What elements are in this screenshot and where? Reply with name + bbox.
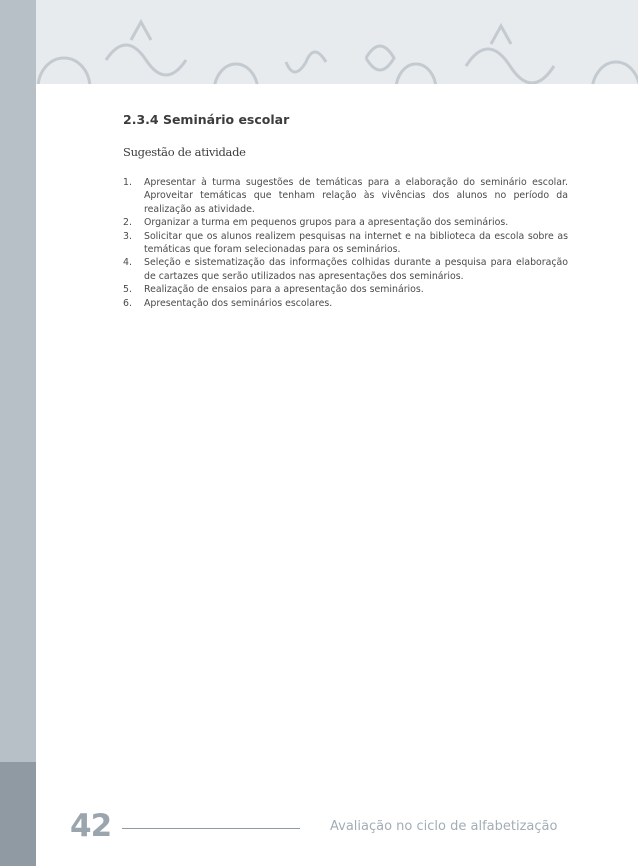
header-decorative-band <box>36 0 638 84</box>
step-text: Solicitar que os alunos realizem pesquisas na internet e na biblioteca da escola sobre as temáticas que foram selecionadas para os seminários. <box>144 230 568 256</box>
step-text: Seleção e sistematização das informações colhidas durante a pesquisa para elaboração de cartazes que serão utilizados nas apresentações dos seminários. <box>144 257 568 282</box>
step-number: 5. <box>123 284 132 296</box>
step-text: Apresentação dos seminários escolares. <box>144 297 333 309</box>
list-item <box>123 256 568 283</box>
step-number: 1. <box>123 177 132 188</box>
side-bar-footer-block <box>0 762 36 866</box>
list-item <box>123 230 568 257</box>
footer-book-title: Avaliação no ciclo de alfabetização <box>330 819 558 834</box>
activity-subheading: Sugestão de atividade <box>123 145 246 159</box>
step-number: 3. <box>123 230 132 242</box>
list-item <box>123 283 568 296</box>
footer-divider <box>122 828 300 829</box>
step-text: Organizar a turma em pequenos grupos para a apresentação dos seminários. <box>144 217 509 229</box>
section-heading: 2.3.4 Seminário escolar <box>123 112 290 127</box>
side-bar <box>0 0 36 866</box>
step-number: 2. <box>123 217 132 229</box>
list-item <box>123 176 568 216</box>
step-text: Apresentar à turma sugestões de temáticas para a elaboração do seminário escolar. Aproveitar temáticas que tenham relação às vivências dos alunos no período da realização as atividade. <box>144 177 568 215</box>
list-item <box>123 297 568 310</box>
page-number: 42 <box>70 808 112 844</box>
step-number: 4. <box>123 257 132 269</box>
step-text: Realização de ensaios para a apresentação dos seminários. <box>144 284 424 296</box>
activity-steps-list <box>123 176 568 310</box>
step-number: 6. <box>123 297 132 309</box>
decorative-letters-pattern <box>36 0 638 84</box>
list-item <box>123 216 568 229</box>
